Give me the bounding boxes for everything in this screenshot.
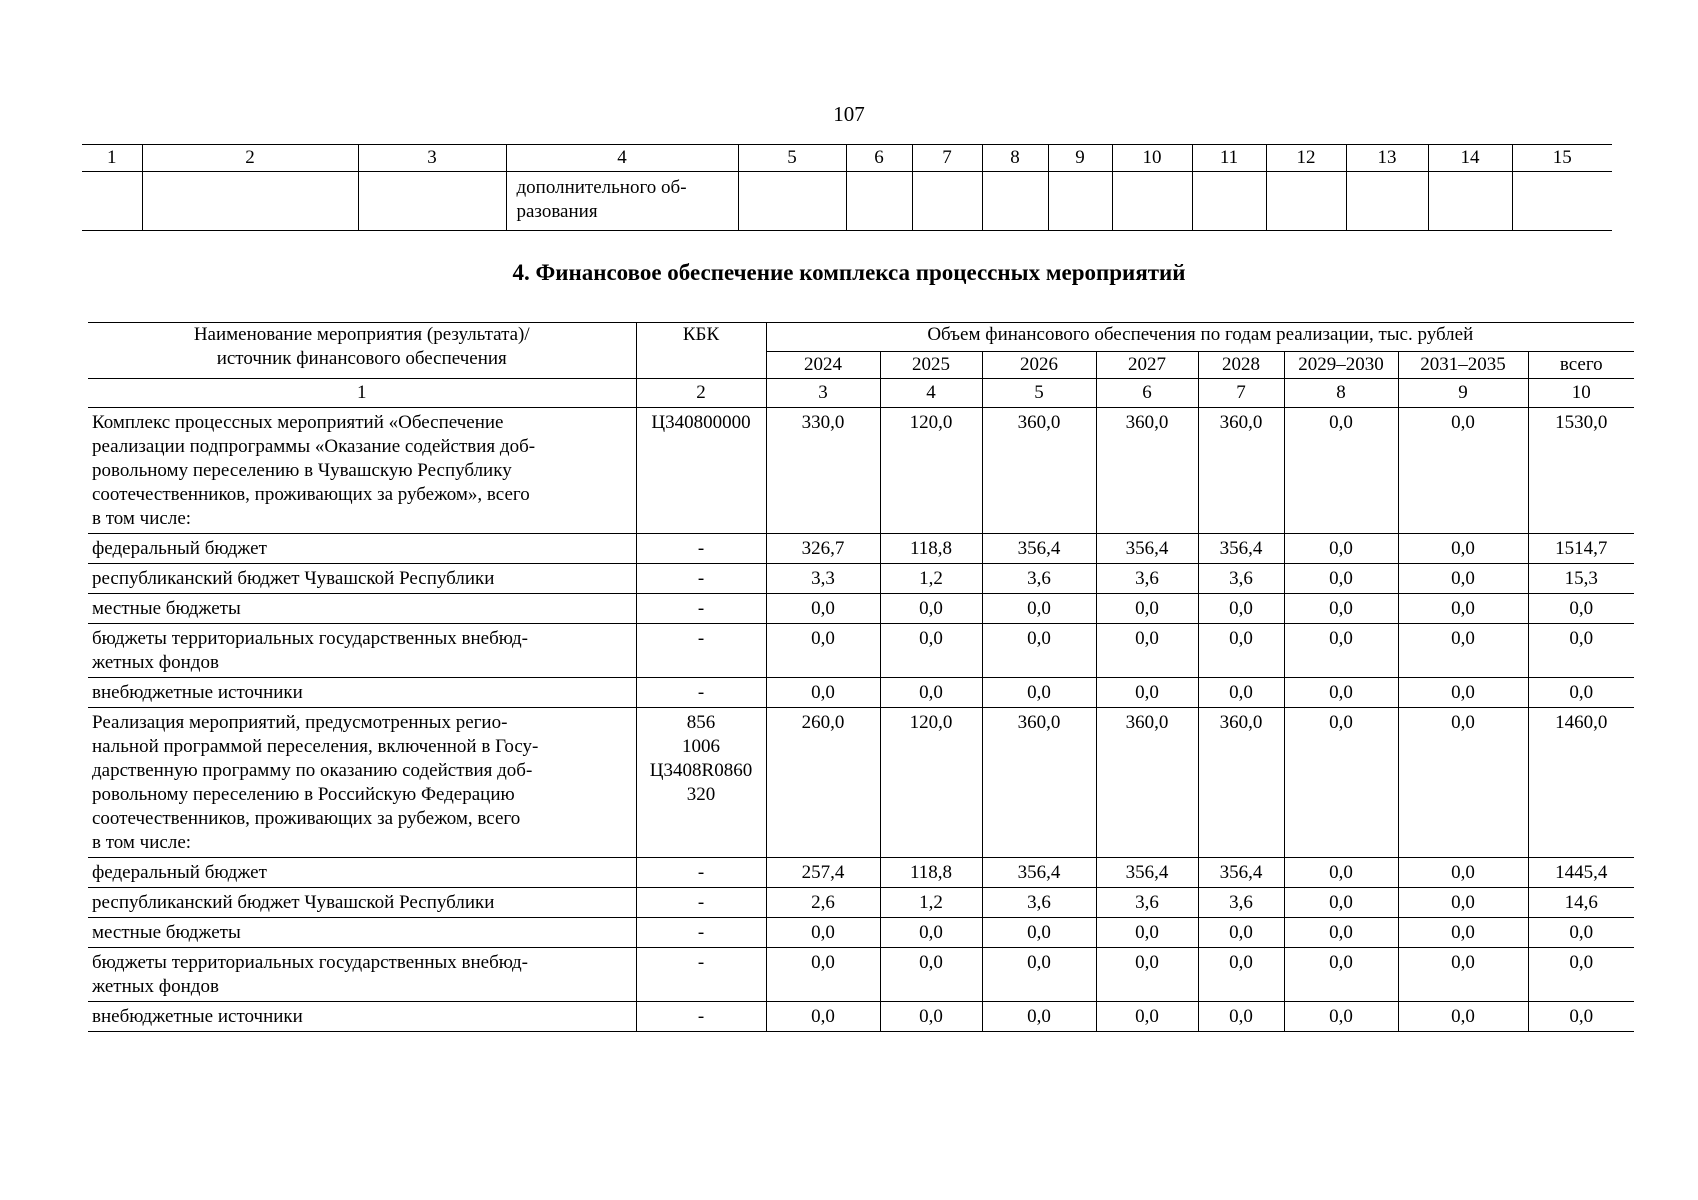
- value-cell: 0,0: [1528, 1002, 1634, 1032]
- row-kbk: -: [636, 534, 766, 564]
- value-cell: 0,0: [1528, 678, 1634, 708]
- value-cell: 0,0: [1528, 948, 1634, 1002]
- value-cell: 15,3: [1528, 564, 1634, 594]
- header-name: Наименование мероприятия (результата)/ источник финансового обеспечения: [88, 323, 636, 379]
- table-row: [88, 858, 1634, 888]
- table-row: [88, 888, 1634, 918]
- table-row: [88, 708, 1634, 858]
- value-cell: 0,0: [1198, 624, 1284, 678]
- column-number: 11: [1192, 145, 1266, 172]
- value-cell: 0,0: [1198, 948, 1284, 1002]
- value-cell: 0,0: [1398, 408, 1528, 534]
- table-row: [88, 564, 1634, 594]
- value-cell: 1514,7: [1528, 534, 1634, 564]
- row-name: местные бюджеты: [88, 594, 636, 624]
- value-cell: 3,6: [1198, 564, 1284, 594]
- value-cell: 3,6: [982, 564, 1096, 594]
- value-cell: 0,0: [982, 1002, 1096, 1032]
- value-cell: 0,0: [982, 678, 1096, 708]
- value-cell: 326,7: [766, 534, 880, 564]
- column-number: 3: [766, 379, 880, 408]
- page-number: 107: [833, 102, 865, 126]
- column-number: 15: [1512, 145, 1612, 172]
- continuation-table: [82, 144, 1612, 231]
- value-cell: 0,0: [1198, 594, 1284, 624]
- value-cell: 0,0: [1198, 1002, 1284, 1032]
- value-cell: 0,0: [1284, 1002, 1398, 1032]
- column-number: 9: [1048, 145, 1112, 172]
- value-cell: 0,0: [1398, 918, 1528, 948]
- year-header: 2025: [880, 352, 982, 379]
- value-cell: 360,0: [982, 708, 1096, 858]
- value-cell: 120,0: [880, 708, 982, 858]
- value-cell: 356,4: [982, 534, 1096, 564]
- column-number: 13: [1346, 145, 1428, 172]
- column-number: 9: [1398, 379, 1528, 408]
- value-cell: 0,0: [1528, 594, 1634, 624]
- value-cell: 0,0: [1096, 678, 1198, 708]
- value-cell: 0,0: [1284, 594, 1398, 624]
- value-cell: 330,0: [766, 408, 880, 534]
- value-cell: 0,0: [1528, 918, 1634, 948]
- value-cell: 0,0: [1398, 888, 1528, 918]
- value-cell: 0,0: [1398, 948, 1528, 1002]
- column-number: 6: [1096, 379, 1198, 408]
- year-header: 2029–2030: [1284, 352, 1398, 379]
- column-number: 10: [1112, 145, 1192, 172]
- column-number: 5: [738, 145, 846, 172]
- table-row: [88, 948, 1634, 1002]
- year-header: 2024: [766, 352, 880, 379]
- column-number: 7: [912, 145, 982, 172]
- value-cell: 0,0: [1284, 948, 1398, 1002]
- column-number: 8: [1284, 379, 1398, 408]
- column-number: 5: [982, 379, 1096, 408]
- row-name: республиканский бюджет Чувашской Республики: [88, 888, 636, 918]
- value-cell: 360,0: [1198, 708, 1284, 858]
- value-cell: 356,4: [1198, 858, 1284, 888]
- value-cell: 257,4: [766, 858, 880, 888]
- row-kbk: -: [636, 624, 766, 678]
- value-cell: 0,0: [1096, 594, 1198, 624]
- value-cell: 0,0: [1284, 888, 1398, 918]
- value-cell: 3,6: [1096, 888, 1198, 918]
- value-cell: 3,6: [982, 888, 1096, 918]
- value-cell: 3,6: [1198, 888, 1284, 918]
- value-cell: 0,0: [982, 624, 1096, 678]
- table-row: [88, 624, 1634, 678]
- table-row: [88, 408, 1634, 534]
- value-cell: 0,0: [766, 918, 880, 948]
- value-cell: 1445,4: [1528, 858, 1634, 888]
- row-kbk: -: [636, 948, 766, 1002]
- year-header: 2026: [982, 352, 1096, 379]
- value-cell: 0,0: [1284, 624, 1398, 678]
- financing-table: [88, 322, 1634, 1032]
- table-row: [88, 918, 1634, 948]
- value-cell: 0,0: [982, 594, 1096, 624]
- value-cell: 0,0: [766, 594, 880, 624]
- column-number: 3: [358, 145, 506, 172]
- row-name: федеральный бюджет: [88, 858, 636, 888]
- row-name: Комплекс процессных мероприятий «Обеспечение реализации подпрограммы «Оказание содействия доб- ровольному переселению в Чувашскую Республику соотечественников, проживающих за рубежом», всего в том числе:: [88, 408, 636, 534]
- value-cell: 0,0: [766, 624, 880, 678]
- header-kbk: КБК: [636, 323, 766, 379]
- value-cell: 1530,0: [1528, 408, 1634, 534]
- row-kbk: -: [636, 918, 766, 948]
- value-cell: 2,6: [766, 888, 880, 918]
- continuation-text: дополнительного об- разования: [506, 172, 738, 231]
- table-row: [88, 1002, 1634, 1032]
- value-cell: 0,0: [1284, 564, 1398, 594]
- value-cell: 360,0: [1198, 408, 1284, 534]
- value-cell: 0,0: [1284, 858, 1398, 888]
- year-header: 2031–2035: [1398, 352, 1528, 379]
- row-kbk: -: [636, 678, 766, 708]
- column-number: 4: [880, 379, 982, 408]
- value-cell: 0,0: [982, 918, 1096, 948]
- value-cell: 3,6: [1096, 564, 1198, 594]
- row-name: внебюджетные источники: [88, 678, 636, 708]
- column-number: 2: [636, 379, 766, 408]
- column-number: 1: [82, 145, 142, 172]
- value-cell: 356,4: [982, 858, 1096, 888]
- value-cell: 1,2: [880, 888, 982, 918]
- row-kbk: -: [636, 888, 766, 918]
- column-number: 14: [1428, 145, 1512, 172]
- continuation-header-row: [82, 145, 1612, 172]
- year-header: всего: [1528, 352, 1634, 379]
- value-cell: 120,0: [880, 408, 982, 534]
- value-cell: 0,0: [1284, 678, 1398, 708]
- value-cell: 0,0: [766, 678, 880, 708]
- year-header: 2028: [1198, 352, 1284, 379]
- table-row: [88, 678, 1634, 708]
- value-cell: 0,0: [1284, 534, 1398, 564]
- value-cell: 0,0: [1198, 678, 1284, 708]
- value-cell: 0,0: [1198, 918, 1284, 948]
- value-cell: 0,0: [766, 1002, 880, 1032]
- value-cell: 0,0: [880, 948, 982, 1002]
- value-cell: 0,0: [1284, 708, 1398, 858]
- value-cell: 0,0: [1398, 534, 1528, 564]
- value-cell: 0,0: [880, 594, 982, 624]
- column-number: 8: [982, 145, 1048, 172]
- row-kbk: -: [636, 1002, 766, 1032]
- row-name: бюджеты территориальных государственных внебюд- жетных фондов: [88, 624, 636, 678]
- value-cell: 360,0: [1096, 708, 1198, 858]
- continuation-row: [82, 172, 1612, 231]
- value-cell: 0,0: [1096, 624, 1198, 678]
- value-cell: 0,0: [1398, 594, 1528, 624]
- column-number: 12: [1266, 145, 1346, 172]
- row-name: бюджеты территориальных государственных внебюд- жетных фондов: [88, 948, 636, 1002]
- value-cell: 0,0: [1096, 948, 1198, 1002]
- value-cell: 118,8: [880, 534, 982, 564]
- value-cell: 356,4: [1096, 534, 1198, 564]
- column-number: 6: [846, 145, 912, 172]
- table-row: [88, 534, 1634, 564]
- value-cell: 0,0: [880, 1002, 982, 1032]
- row-kbk: Ц340800000: [636, 408, 766, 534]
- value-cell: 360,0: [982, 408, 1096, 534]
- row-kbk: 856 1006 Ц3408R0860 320: [636, 708, 766, 858]
- value-cell: 1460,0: [1528, 708, 1634, 858]
- column-number: 2: [142, 145, 358, 172]
- row-name: внебюджетные источники: [88, 1002, 636, 1032]
- row-kbk: -: [636, 858, 766, 888]
- value-cell: 360,0: [1096, 408, 1198, 534]
- row-kbk: -: [636, 594, 766, 624]
- column-number: 1: [88, 379, 636, 408]
- value-cell: 0,0: [1284, 408, 1398, 534]
- value-cell: 0,0: [1398, 858, 1528, 888]
- value-cell: 0,0: [1398, 678, 1528, 708]
- value-cell: 0,0: [1398, 1002, 1528, 1032]
- table-row: [88, 594, 1634, 624]
- value-cell: 1,2: [880, 564, 982, 594]
- column-number: 4: [506, 145, 738, 172]
- row-kbk: -: [636, 564, 766, 594]
- year-header: 2027: [1096, 352, 1198, 379]
- value-cell: 3,3: [766, 564, 880, 594]
- column-number: 7: [1198, 379, 1284, 408]
- value-cell: 356,4: [1096, 858, 1198, 888]
- header-volume: Объем финансового обеспечения по годам реализации, тыс. рублей: [766, 323, 1634, 352]
- value-cell: 260,0: [766, 708, 880, 858]
- value-cell: 0,0: [880, 624, 982, 678]
- value-cell: 0,0: [982, 948, 1096, 1002]
- row-name: федеральный бюджет: [88, 534, 636, 564]
- value-cell: 0,0: [766, 948, 880, 1002]
- column-number: 10: [1528, 379, 1634, 408]
- value-cell: 14,6: [1528, 888, 1634, 918]
- value-cell: 0,0: [1284, 918, 1398, 948]
- section-title: 4. Финансовое обеспечение комплекса процессных мероприятий: [512, 260, 1186, 285]
- value-cell: 0,0: [1398, 708, 1528, 858]
- value-cell: 0,0: [1528, 624, 1634, 678]
- row-name: республиканский бюджет Чувашской Республики: [88, 564, 636, 594]
- row-name: Реализация мероприятий, предусмотренных регио- нальной программой переселения, включенной в Госу- дарственную программу по оказанию содействия доб- ровольному переселению в Российскую Федерацию соотечественников, проживающих за рубежом, всего в том числе:: [88, 708, 636, 858]
- value-cell: 0,0: [880, 918, 982, 948]
- value-cell: 118,8: [880, 858, 982, 888]
- value-cell: 0,0: [880, 678, 982, 708]
- value-cell: 356,4: [1198, 534, 1284, 564]
- value-cell: 0,0: [1096, 1002, 1198, 1032]
- row-name: местные бюджеты: [88, 918, 636, 948]
- value-cell: 0,0: [1398, 564, 1528, 594]
- value-cell: 0,0: [1096, 918, 1198, 948]
- value-cell: 0,0: [1398, 624, 1528, 678]
